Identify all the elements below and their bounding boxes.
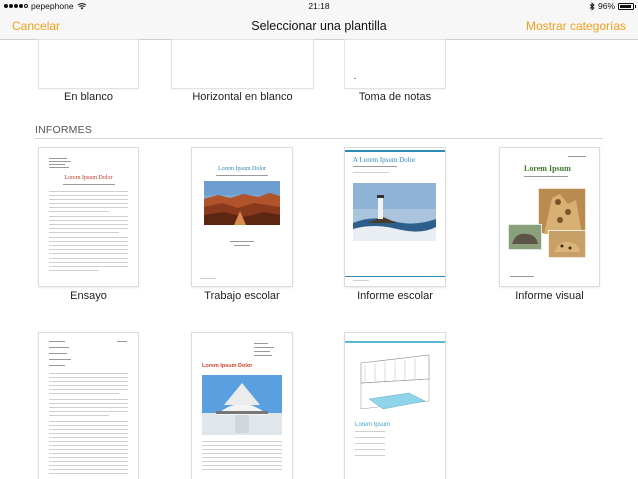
template-visual-report[interactable] [500,148,599,286]
section-header: INFORMES [35,124,93,136]
template-note-taking[interactable] [345,40,445,88]
template-essay[interactable] [39,148,138,286]
cancel-button[interactable]: Cancelar [12,19,61,33]
cheetah-image [548,230,586,258]
template-heading: Lorem Ipsum Dolor [218,166,266,172]
template-heading: A Lorem Ipsum Dolor [353,156,416,164]
template-report-text[interactable] [39,333,138,479]
status-bar [0,0,638,12]
template-blank[interactable] [39,40,138,88]
template-heading: Lorem Ipsum [355,422,391,428]
template-school-paper[interactable] [192,148,292,286]
bluetooth-icon [589,2,595,11]
template-label: Informe escolar [357,290,433,302]
battery-percentage: 96% [597,1,615,11]
template-report-pool[interactable] [345,333,445,479]
template-label: Informe visual [515,290,584,302]
pool-sketch-image [355,349,435,417]
building-image [202,375,282,435]
template-heading: Lorem Ipsum Dolor [202,363,253,369]
elephant-image [508,224,542,250]
section-divider [35,138,603,139]
template-landscape-blank[interactable] [172,40,313,88]
page-title: Seleccionar una plantilla [251,19,387,33]
template-school-report[interactable] [345,148,445,286]
status-right [589,1,634,11]
navigation-bar [0,12,638,40]
template-heading: Lorem Ipsum [524,164,571,173]
template-label: Toma de notas [358,91,432,103]
show-categories-button[interactable]: Mostrar categorías [525,19,626,33]
giraffe-image [538,188,586,234]
template-report-architecture[interactable] [192,333,292,479]
battery-icon [618,3,634,10]
carrier-name: pepephone [31,1,74,11]
template-label: En blanco [64,91,113,103]
canyon-image [204,181,280,225]
status-time: 21:18 [308,1,330,11]
template-label: Horizontal en blanco [192,91,293,103]
template-label: Trabajo escolar [204,290,280,302]
template-label: Ensayo [70,290,107,302]
lighthouse-image [353,183,436,241]
template-heading: Lorem Ipsum Dolor [64,175,113,181]
